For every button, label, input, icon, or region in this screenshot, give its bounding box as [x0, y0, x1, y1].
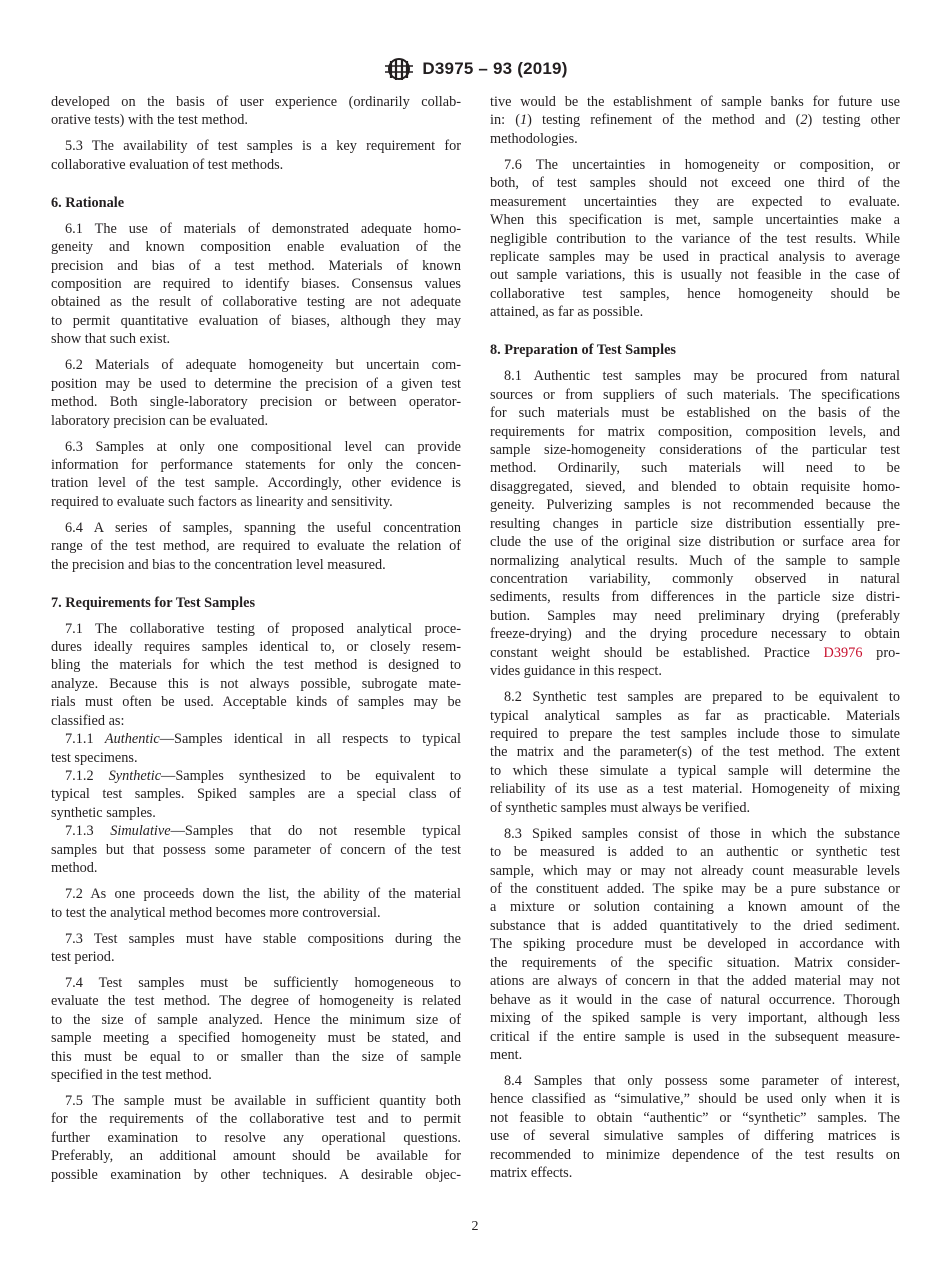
- paragraph: [490, 1072, 900, 1183]
- text-line: [490, 644, 900, 662]
- text-line: normalizing analytical results. Much of the sample to sample: [490, 552, 900, 569]
- text-line: 7.6 The uncertainties in homogeneity or composition, or: [504, 156, 900, 173]
- paragraph: [51, 137, 461, 174]
- text-line: sample size-homogeneity considerations of the particular test: [490, 441, 900, 458]
- text-line: [490, 111, 900, 129]
- paragraph: [51, 356, 461, 430]
- text-segment: —Samples that do not resemble typical: [170, 823, 461, 840]
- section-heading: [490, 341, 900, 359]
- text-line: critical if the entire sample is used in the subsequent measure-: [490, 1028, 900, 1045]
- text-line: 7.2 As one proceeds down the list, the ability of the material: [65, 886, 461, 903]
- text-line: specified in the test method.: [51, 1067, 212, 1084]
- text-line: classified as:: [51, 712, 125, 729]
- text-line: method. Ordinarily, such materials will need to be: [490, 460, 900, 477]
- document-designation: D3975 – 93 (2019): [422, 59, 568, 78]
- text-line: evaluate the test method. The degree of homogeneity is related: [51, 993, 461, 1010]
- text-line: 8.4 Samples that only possess some parameter of interest,: [504, 1072, 900, 1089]
- text-line: resulting changes in particle size distribution essentially pre-: [490, 515, 900, 532]
- text-segment: constant weight should be established. Practice: [490, 644, 824, 661]
- section-heading: [51, 194, 461, 212]
- text-line: show that such exist.: [51, 331, 171, 348]
- text-line: obtained as the result of collaborative testing are not adequate: [51, 294, 461, 311]
- text-line: developed on the basis of user experience (ordinarily collab-: [51, 94, 461, 110]
- paragraph: [51, 93, 461, 130]
- text-line: 6. Rationale: [51, 194, 125, 211]
- text-line: precision and bias of a test method. Materials of known: [51, 257, 461, 274]
- paragraph: [490, 93, 900, 148]
- text-line: substance that is added quantitatively to the dried sediment.: [490, 917, 900, 934]
- text-line: [51, 822, 461, 840]
- paragraph: [51, 730, 461, 767]
- text-line: ment.: [490, 1046, 523, 1063]
- text-line: tive would be the establishment of sample banks for future use: [490, 94, 900, 110]
- text-line: 6.3 Samples at only one compositional level can provide: [65, 438, 461, 455]
- paragraph: [51, 974, 461, 1085]
- italic-term: 1: [519, 112, 528, 129]
- text-line: vides guidance in this respect.: [490, 663, 662, 680]
- text-line: dures ideally requires samples identical to, or closely resem-: [51, 638, 461, 655]
- text-line: collaborative evaluation of test methods.: [51, 156, 284, 173]
- paragraph: [51, 930, 461, 967]
- text-line: tration level of the test sample. Accordingly, other evidence is: [51, 475, 461, 492]
- text-line: geneity and known composition enable evaluation of the: [51, 239, 461, 256]
- text-line: typical test samples. Spiked samples are a special class of: [51, 786, 461, 803]
- text-segment: 7.1.2: [65, 768, 109, 784]
- text-line: concentration variability, commonly observed in natural: [490, 571, 900, 587]
- text-line: replicate samples may be used in practical analysis to average: [490, 249, 900, 265]
- text-line: negligible contribution to the variance of the test results. While: [490, 230, 900, 247]
- page-number: 2: [471, 1219, 479, 1234]
- text-line: test specimens.: [51, 749, 138, 766]
- text-line: [51, 767, 461, 785]
- text-line: to which these simulate a typical sample will determine the: [490, 762, 900, 779]
- paragraph: [490, 156, 900, 322]
- text-line: out sample variations, this is usually not feasible in the case of: [490, 267, 900, 284]
- text-line: use of several simulative samples of differing matrices is: [490, 1128, 900, 1145]
- text-line: 7.5 The sample must be available in sufficient quantity both: [65, 1093, 461, 1109]
- text-line: required to prepare the test samples include those to simulate: [490, 726, 900, 742]
- astm-logo-icon: [382, 56, 416, 82]
- text-line: 7.4 Test samples must be sufficiently homogeneous to: [65, 974, 461, 991]
- paragraph: [51, 438, 461, 512]
- paragraph: [51, 822, 461, 877]
- text-segment: ) testing refinement of the method and (: [527, 112, 801, 129]
- page-header: [0, 56, 950, 82]
- text-line: bling the materials for which the test method is designed to: [51, 657, 461, 674]
- text-line: reliability of its use as a test material. Homogeneity of mixing: [490, 781, 900, 798]
- text-line: typical analytical samples as far as practicable. Materials: [490, 707, 900, 724]
- text-line: bution. Samples may need preliminary drying (preferably: [490, 607, 900, 624]
- paragraph: [490, 825, 900, 1065]
- text-line: 6.2 Materials of adequate homogeneity but uncertain com-: [65, 357, 461, 374]
- text-line: information for performance statements for only the concen-: [51, 456, 461, 473]
- text-line: sediments, results from differences in the particle size distri-: [490, 589, 900, 606]
- text-line: hence classified as “simulative,” should be used only when it is: [490, 1091, 900, 1108]
- text-line: to be measured is added to an authentic or synthetic test: [490, 844, 900, 861]
- text-line: attained, as far as possible.: [490, 304, 644, 321]
- text-line: to permit quantitative evaluation of biases, although they may: [51, 312, 461, 329]
- text-line: 6.4 A series of samples, spanning the useful concentration: [65, 519, 461, 536]
- text-line: clude the use of the original size distribution or surface area for: [490, 534, 900, 551]
- italic-term: Simulative: [110, 823, 171, 840]
- text-line: matrix effects.: [490, 1165, 573, 1182]
- text-segment: pro-: [862, 644, 900, 661]
- right-column: [490, 93, 900, 1183]
- text-line: 8.1 Authentic test samples may be procured from natural: [504, 368, 900, 385]
- text-line: to the size of sample analyzed. Hence the minimum size of: [51, 1011, 461, 1028]
- text-line: 8. Preparation of Test Samples: [490, 342, 676, 359]
- text-line: synthetic samples.: [51, 804, 156, 821]
- text-line: sample, which may or may not already count measurable levels: [490, 862, 900, 879]
- text-line: both, of test samples should not exceed one third of the: [490, 175, 900, 192]
- paragraph: [51, 220, 461, 349]
- text-line: rials must often be used. Acceptable kinds of samples may be: [51, 694, 461, 711]
- text-line: When this specification is met, sample uncertainties make a: [490, 212, 900, 229]
- section-heading: [51, 594, 461, 612]
- text-line: measurement uncertainties they are expected to evaluate.: [490, 193, 900, 210]
- italic-term: 2: [800, 112, 808, 129]
- text-line: the requirements of the specific situation. Matrix consider-: [490, 954, 900, 971]
- text-line: further examination to resolve any operational questions.: [51, 1129, 461, 1146]
- text-line: 7. Requirements for Test Samples: [51, 594, 256, 611]
- text-line: 5.3 The availability of test samples is a key requirement for: [65, 138, 461, 155]
- text-line: this must be equal to or smaller than the size of sample: [51, 1048, 461, 1065]
- text-line: possible examination by other techniques. A desirable objec-: [51, 1166, 461, 1183]
- text-line: to test the analytical method becomes more controversial.: [51, 904, 381, 921]
- left-column: [51, 93, 461, 1184]
- text-line: collaborative test samples, hence homogeneity should be: [490, 285, 900, 302]
- text-line: range of the test method, are required to evaluate the relation of: [51, 538, 461, 555]
- text-segment: —Samples synthesized to be equivalent to: [161, 768, 461, 784]
- text-line: position may be used to determine the precision of a given test: [51, 375, 461, 392]
- text-segment: in: (: [490, 112, 520, 129]
- italic-term: Authentic: [104, 731, 160, 748]
- text-line: 6.1 The use of materials of demonstrated adequate homo-: [65, 220, 461, 237]
- text-line: ations are always of concern in that the added material may not: [490, 973, 900, 990]
- text-line: test period.: [51, 948, 115, 965]
- text-segment: —Samples identical in all respects to typical: [159, 731, 461, 748]
- text-line: The spiking procedure must be developed in accordance with: [490, 936, 900, 953]
- text-line: Preferably, an additional amount should be available for: [51, 1148, 461, 1165]
- text-line: samples but that possess some parameter of concern of the test: [51, 841, 461, 858]
- text-line: composition are required to identify biases. Consensus values: [51, 276, 461, 292]
- text-line: mixing of the spiked sample is very important, although less: [490, 1010, 900, 1027]
- text-line: method. Both single-laboratory precision or between operator-: [51, 394, 461, 411]
- text-line: geneity. Pulverizing samples is not recommended because the: [490, 497, 900, 514]
- paragraph: [51, 1092, 461, 1184]
- text-line: laboratory precision can be evaluated.: [51, 412, 269, 429]
- text-line: disaggregated, sieved, and blended to obtain requisite homo-: [490, 478, 900, 495]
- text-line: the precision and bias to the concentration level measured.: [51, 556, 386, 573]
- text-line: recommended to minimize dependence of the test results on: [490, 1146, 900, 1163]
- text-segment: 7.1.3: [65, 823, 111, 840]
- paragraph: [51, 620, 461, 731]
- text-line: the matrix and the parameter(s) of the test method. The extent: [490, 744, 900, 761]
- text-line: a mixture or solution containing a known amount of the: [490, 899, 900, 916]
- text-line: 7.1 The collaborative testing of proposed analytical proce-: [65, 620, 461, 637]
- text-line: methodologies.: [490, 130, 578, 147]
- text-line: method.: [51, 860, 98, 877]
- text-line: requirements for matrix composition, composition levels, and: [490, 423, 900, 440]
- text-line: required to evaluate such factors as linearity and sensitivity.: [51, 493, 393, 510]
- text-line: [51, 730, 461, 748]
- text-line: not feasible to obtain “authentic” or “synthetic” samples. The: [490, 1109, 900, 1126]
- paragraph: [51, 519, 461, 574]
- text-line: behave as it would in the case of natural occurrence. Thorough: [490, 991, 900, 1008]
- text-segment: 7.1.1: [65, 731, 105, 748]
- text-line: for such materials must be established on the basis of the: [490, 405, 900, 422]
- text-line: of synthetic samples must always be verified.: [490, 799, 751, 816]
- text-line: 7.3 Test samples must have stable compositions during the: [65, 930, 461, 947]
- paragraph: [51, 767, 461, 822]
- text-segment: ) testing other: [807, 112, 900, 129]
- text-line: sources or from suppliers of such materials. The specifications: [490, 386, 900, 403]
- paragraph: [490, 688, 900, 817]
- text-line: orative tests) with the test method.: [51, 112, 248, 129]
- reference-link-d3976[interactable]: D3976: [823, 644, 863, 661]
- text-line: sample meeting a specified homogeneity must be stated, and: [51, 1030, 461, 1047]
- paragraph: [490, 367, 900, 680]
- text-line: of the constituent added. The spike may be a pure substance or: [490, 881, 900, 897]
- text-line: freeze-drying) and the drying procedure necessary to obtain: [490, 626, 900, 643]
- text-line: for the requirements of the collaborative test and to permit: [51, 1111, 461, 1128]
- italic-term: Synthetic: [108, 768, 162, 784]
- text-line: analyze. Because this is not always possible, subrogate mate-: [51, 675, 461, 692]
- paragraph: [51, 885, 461, 922]
- text-line: 8.3 Spiked samples consist of those in which the substance: [504, 825, 900, 842]
- text-line: 8.2 Synthetic test samples are prepared to be equivalent to: [504, 689, 900, 706]
